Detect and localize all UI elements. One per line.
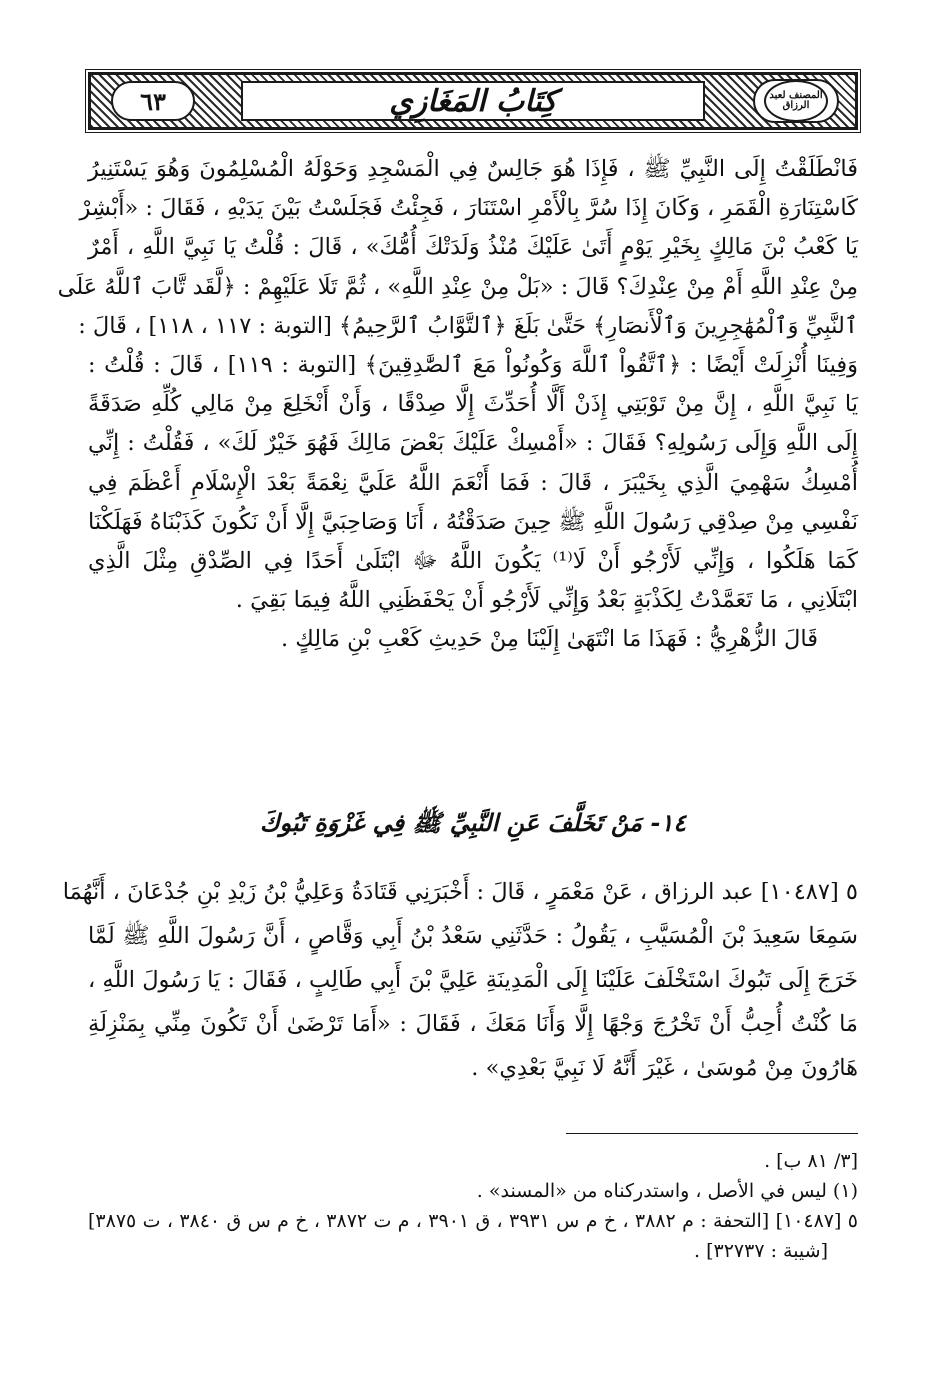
text-line: ٱلنَّبِيِّ وَٱلْمُهَٰجِرِينَ وَٱلْأَنصَارِ﴾ حَتَّىٰ بَلَغَ ﴿ٱلتَّوَّابُ ٱلرَّحِيمُ﴾ [التوبة : ١١٧ ، ١١٨] ، قَالَ :	[78, 312, 858, 339]
footnote-ref: [٣/ ٨١ ب] .	[764, 1150, 858, 1172]
page-number: ٦٣	[140, 86, 166, 116]
hadith-line: سَمِعَا سَعِيدَ بْنَ الْمُسَيَّبِ ، يَقُولُ : حَدَّثَنِي سَعْدُ بْنُ أَبِي وَقَّاصٍ ، أَنَّ رَسُولَ اللَّهِ ﷺ لَمَّا	[88, 923, 858, 949]
hadith-text	[62, 870, 858, 1090]
hadith-line: مَا كُنْتُ أُحِبُّ أَنْ تَخْرُجَ وَجْهًا إِلَّا وَأَنَا مَعَكَ ، فَقَالَ : «أَمَا تَرْضَىٰ أَنْ تَكُونَ مِنِّي بِمَنْزِلَةِ	[88, 1011, 858, 1037]
text-line: أُمْسِكُ سَهْمِيَ الَّذِي بِخَيْبَرَ ، قَالَ : فَمَا أَنْعَمَ اللَّهُ عَلَيَّ نِعْمَةً بَعْدَ الْإِسْلَامِ أَعْظَمَ فِي	[88, 469, 858, 496]
publisher-emblem-icon	[764, 80, 828, 122]
section-heading: ١٤- مَنْ تَخَلَّفَ عَنِ النَّبِيِّ ﷺ فِي غَزْوَةِ تَبُوكَ	[259, 808, 687, 837]
book-title: كِتَابُ المَغَازِي	[389, 83, 557, 119]
text-line: ابْتَلَانِي ، مَا تَعَمَّدْتُ لِكَذْبَةٍ بَعْدُ وَإِنِّي لَأَرْجُو أَنْ يَحْفَظَنِي اللَّهُ فِيمَا بَقِيَ .	[235, 587, 858, 614]
text-line: إِلَى اللَّهِ وَإِلَى رَسُولِهِ؟ فَقَالَ : «أَمْسِكْ عَلَيْكَ بَعْضَ مَالِكَ فَهُوَ خَيْرٌ لَكَ» ، فَقُلْتُ : إِنِّي	[88, 430, 858, 457]
page-number-frame	[111, 81, 195, 121]
text-line: نَفْسِي مِنْ صِدْقِي رَسُولَ اللَّهِ ﷺ حِينَ صَدَقْتُهُ ، أَنَا وَصَاحِبَيَّ إِلَّا أَنْ نَكُونَ كَذَبْنَاهُ فَهَلَكْنَا	[88, 508, 858, 535]
main-text	[57, 150, 859, 659]
text-line: كَاسْتِنَارَةِ الْقَمَرِ ، وَكَانَ إِذَا سُرَّ بِالْأَمْرِ اسْتَنَارَ ، فَجِئْتُ فَجَلَسْتُ بَيْنَ يَدَيْهِ ، فَقَالَ : «أَبْشِرْ	[79, 195, 858, 222]
footnotes	[88, 1146, 858, 1266]
hadith-line: خَرَجَ إِلَى تَبُوكَ اسْتَخْلَفَ عَلَيْنَا إِلَى الْمَدِينَةِ عَلِيَّ بْنَ أَبِي طَالِبٍ ، فَقَالَ : يَا رَسُولَ اللَّهِ ،	[88, 967, 858, 993]
footnote-takhrij-cont: [شيبة : ٣٢٧٣٧] .	[694, 1240, 828, 1262]
text-line: يَا كَعْبُ بْنَ مَالِكٍ بِخَيْرِ يَوْمٍ أَتَىٰ عَلَيْكَ مُنْذُ وَلَدَتْكَ أُمُّكَ» ، قَالَ : قُلْتُ يَا نَبِيَّ اللَّهِ ، أَمْرٌ	[88, 234, 858, 261]
page-header	[88, 72, 858, 130]
footnote-takhrij: ٥ [١٠٤٨٧] [التحفة : م ٣٨٨٢ ، خ م س ٣٩٣١ ، ق ٣٩٠١ ، م ت ٣٨٧٢ ، خ م س ق ٣٨٤٠ ، ت ٣٨٧٥]	[88, 1210, 858, 1232]
text-line: يَا نَبِيَّ اللَّهِ ، إِنَّ مِنْ تَوْبَتِي إِذَنْ أَلَّا أُحَدِّثَ إِلَّا صِدْقًا ، وَأَنْ أَنْخَلِعَ مِنْ مَالِي كُلِّهِ صَدَقَةً	[88, 391, 858, 418]
footnote-1: (١) ليس في الأصل ، واستدركناه من «المسند» .	[476, 1180, 858, 1202]
text-line: فَانْطَلَقْتُ إِلَى النَّبِيِّ ﷺ ، فَإِذَا هُوَ جَالِسٌ فِي الْمَسْجِدِ وَحَوْلَهُ الْمُسْلِمُونَ وَهُوَ يَسْتَنِيرُ	[88, 156, 858, 182]
text-line-zuhri: قَالَ الزُّهْرِيُّ : فَهَذَا مَا انْتَهَىٰ إِلَيْنَا مِنْ حَدِيثِ كَعْبِ بْنِ مَالِكٍ .	[280, 626, 818, 653]
text-line: مِنْ عِنْدِ اللَّهِ أَمْ مِنْ عِنْدِكَ؟ قَالَ : «بَلْ مِنْ عِنْدِ اللَّهِ» ، ثُمَّ تَلَا عَلَيْهِمْ : ﴿لَّقَد تَّابَ ٱللَّهُ عَلَى	[57, 273, 858, 300]
text-line: كَمَا هَلَكُوا ، وَإِنِّي لَأَرْجُو أَنْ لَا⁽¹⁾ يَكُونَ اللَّهُ ﷻ ابْتَلَىٰ أَحَدًا فِي الصِّدْقِ مِثْلَ الَّذِي	[88, 547, 859, 574]
text-line: وَفِينَا أُنْزِلَتْ أَيْضًا : ﴿ٱتَّقُواْ ٱللَّهَ وَكُونُواْ مَعَ ٱلصَّٰدِقِينَ﴾ [التوبة : ١١٩] ، قَالَ : قُلْتُ :	[88, 351, 859, 378]
hadith-line: ٥ [١٠٤٨٧] عبد الرزاق ، عَنْ مَعْمَرٍ ، قَالَ : أَخْبَرَنِي قَتَادَةُ وَعَلِيُّ بْنُ زَيْدِ بْنِ جُدْعَانَ ، أَنَّهُمَا	[62, 879, 858, 905]
hadith-line: هَارُونَ مِنْ مُوسَىٰ ، غَيْرَ أَنَّهُ لَا نَبِيَّ بَعْدِي» .	[471, 1055, 858, 1081]
footnote-divider	[566, 1133, 858, 1134]
emblem-frame	[753, 79, 839, 123]
header-title-frame	[241, 81, 705, 121]
emblem-text: المصنف لعبد الرزاق	[769, 89, 823, 111]
